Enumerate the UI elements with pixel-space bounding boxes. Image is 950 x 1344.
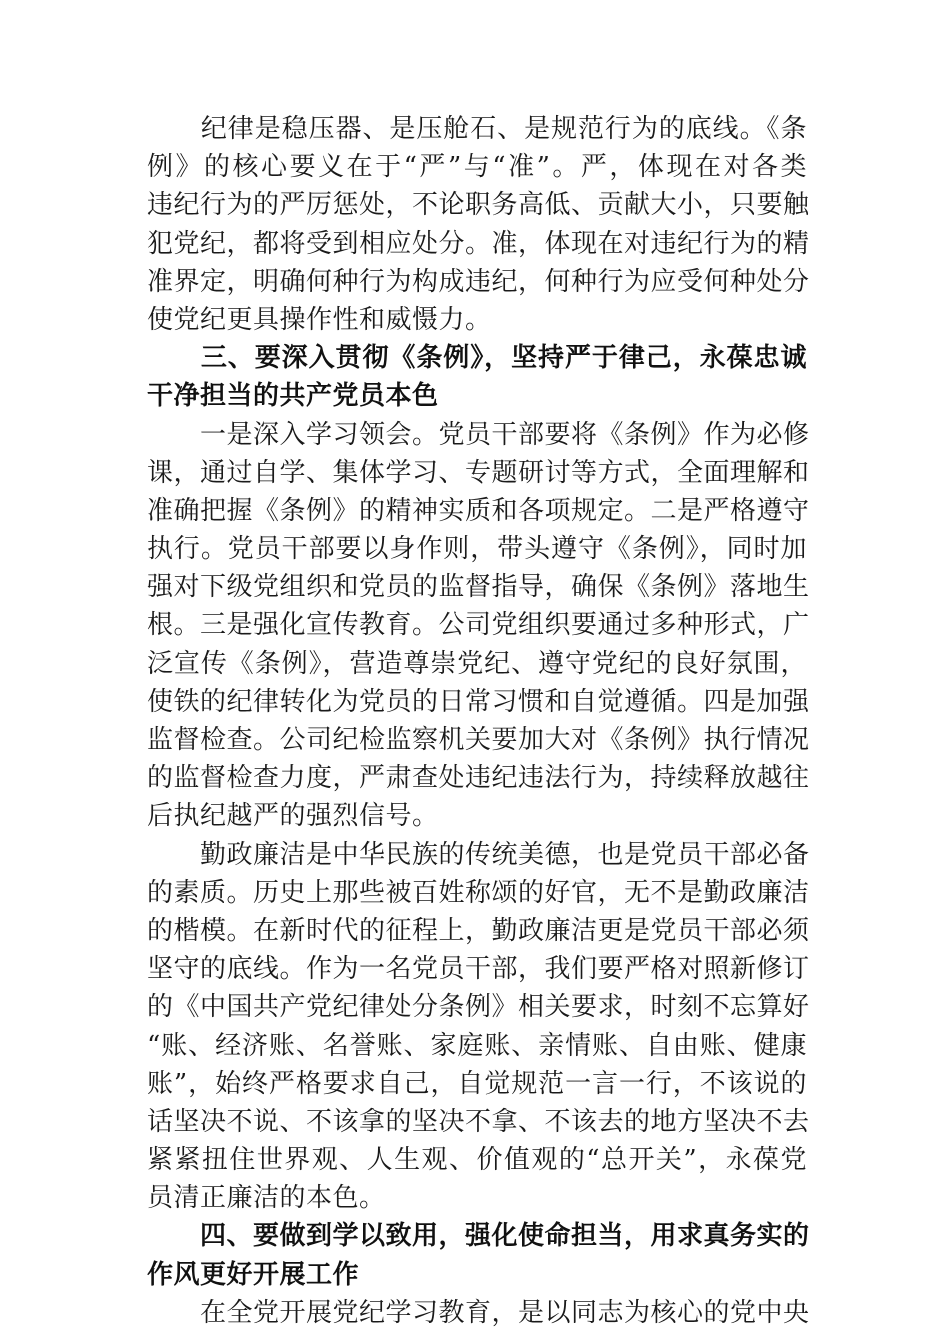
text-line: 犯党纪，都将受到相应处分。准，体现在对违纪行为的精 [147, 228, 810, 259]
text-line: 准界定，明确何种行为构成违纪，何种行为应受何种处分 [147, 266, 810, 297]
text-line: 违纪行为的严厉惩处，不论职务高低、贡献大小，只要触 [147, 190, 810, 221]
text-line: 根。三是强化宣传教育。公司党组织要通过多种形式，广 [147, 610, 810, 641]
text-line: 准确把握《条例》的精神实质和各项规定。二是严格遵守 [147, 495, 810, 526]
section-heading [147, 1217, 810, 1293]
text-line: 的素质。历史上那些被百姓称颂的好官，无不是勤政廉洁 [147, 877, 810, 908]
heading-line: 四、要做到学以致用，强化使命担当，用求真务实的 [147, 1221, 810, 1252]
heading-line: 干净担当的共产党员本色 [147, 381, 439, 412]
text-line: 勤政廉洁是中华民族的传统美德，也是党员干部必备 [147, 839, 810, 870]
section-heading [147, 339, 807, 415]
body-paragraph [147, 1294, 810, 1332]
text-line: 紧紧扭住世界观、人生观、价值观的“总开关”，永葆党 [147, 1145, 807, 1176]
body-paragraph [147, 416, 810, 836]
text-line: 后执纪越严的强烈信号。 [147, 801, 439, 832]
text-line: “账、经济账、名誉账、家庭账、亲情账、自由账、健康 [147, 1030, 807, 1061]
text-line: 一是深入学习领会。党员干部要将《条例》作为必修 [147, 419, 810, 450]
heading-line: 三、要深入贯彻《条例》，坚持严于律己，永葆忠诚 [147, 343, 807, 374]
text-line: 强对下级党组织和党员的监督指导，确保《条例》落地生 [147, 572, 810, 603]
body-paragraph [147, 836, 810, 1218]
text-line: 纪律是稳压器、是压舱石、是规范行为的底线。《条 [147, 114, 807, 144]
text-line: 员清正廉洁的本色。 [147, 1183, 386, 1214]
text-line: 的监督检查力度，严肃查处违纪违法行为，持续释放越往 [147, 763, 810, 794]
text-line: 的楷模。在新时代的征程上，勤政廉洁更是党员干部必须 [147, 915, 810, 946]
text-line: 的《中国共产党纪律处分条例》相关要求，时刻不忘算好 [147, 992, 810, 1023]
text-line: 话坚决不说、不该拿的坚决不拿、不该去的地方坚决不去 [147, 1106, 810, 1137]
text-line: 例》的核心要义在于“严”与“准”。严，体现在对各类 [147, 152, 807, 183]
text-line: 使铁的纪律转化为党员的日常习惯和自觉遵循。四是加强 [147, 686, 810, 717]
text-line: 坚守的底线。作为一名党员干部，我们要严格对照新修订 [147, 954, 810, 985]
text-line: 账”，始终严格要求自己，自觉规范一言一行，不该说的 [147, 1068, 807, 1099]
document-page [147, 110, 810, 1332]
text-line: 泛宣传《条例》，营造尊崇党纪、遵守党纪的良好氛围， [147, 648, 807, 679]
text-line: 课，通过自学、集体学习、专题研讨等方式，全面理解和 [147, 457, 810, 488]
text-line: 监督检查。公司纪检监察机关要加大对《条例》执行情况 [147, 725, 810, 755]
text-line: 执行。党员干部要以身作则，带头遵守《条例》，同时加 [147, 534, 807, 565]
heading-line: 作风更好开展工作 [147, 1259, 360, 1290]
text-line: 使党纪更具操作性和威慑力。 [147, 304, 492, 335]
text-line: 在全党开展党纪学习教育，是以同志为核心的党中央 [147, 1297, 810, 1328]
body-paragraph [147, 110, 810, 339]
